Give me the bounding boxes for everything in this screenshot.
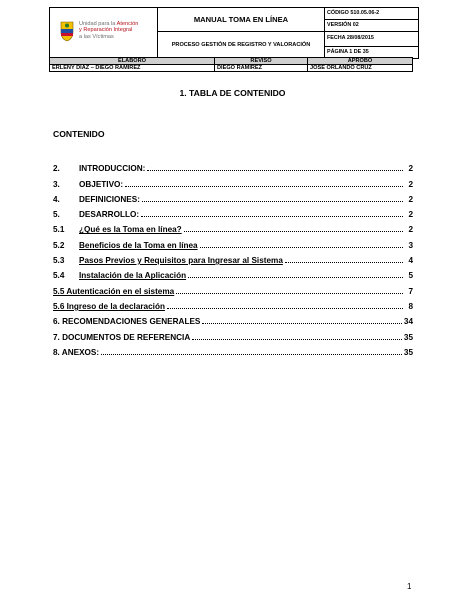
toc-text: OBJETIVO: <box>79 179 124 189</box>
toc-entry-5-6[interactable] <box>53 296 413 311</box>
toc-text: 8. ANEXOS: <box>53 347 100 357</box>
document-version: VERSIÓN 02 <box>325 20 419 32</box>
toc-number: 5.3 <box>53 256 65 266</box>
process-name: PROCESO GESTIÓN DE REGISTRO Y VALORACIÓN <box>158 32 325 59</box>
elaboro-names: ERLENY DIAZ – DIEGO RAMIREZ <box>50 65 215 72</box>
toc-entry-introduccion[interactable] <box>53 158 413 173</box>
toc-text: 6. RECOMENDACIONES GENERALES <box>53 317 201 327</box>
document-header <box>49 7 419 59</box>
toc-page: 8 <box>408 301 413 311</box>
toc-text: INTRODUCCION: <box>79 164 146 174</box>
toc-leader <box>101 354 402 355</box>
toc-text: 5.5 Autenticación en el sistema <box>53 286 175 296</box>
toc-number: 5.2 <box>53 240 65 250</box>
toc-leader <box>167 308 403 309</box>
toc-leader <box>285 262 403 263</box>
document-code: CÓDIGO 510.05.06-2 <box>325 8 419 20</box>
coat-of-arms-icon <box>58 20 76 42</box>
toc-page: 2 <box>408 225 413 235</box>
toc-leader <box>142 201 403 202</box>
toc-text: Pasos Previos y Requisitos para Ingresar al Sistema <box>79 256 283 266</box>
toc-leader <box>141 216 403 217</box>
signature-table <box>49 57 413 72</box>
toc-entry-5-2[interactable] <box>53 234 413 249</box>
toc-text: ¿Qué es la Toma en línea? <box>79 225 182 235</box>
toc-entry-documentos[interactable] <box>53 326 413 341</box>
toc-page: 35 <box>403 347 413 357</box>
toc-leader <box>176 293 403 294</box>
toc-entry-5-3[interactable] <box>53 250 413 265</box>
toc-leader <box>147 170 403 171</box>
toc-entry-definiciones[interactable] <box>53 189 413 204</box>
toc-page: 2 <box>408 164 413 174</box>
toc-page: 2 <box>408 179 413 189</box>
toc-text: DEFINICIONES: <box>79 194 140 204</box>
contenido-heading: CONTENIDO <box>53 129 105 139</box>
toc-text: 7. DOCUMENTOS DE REFERENCIA <box>53 332 191 342</box>
toc-leader <box>188 277 403 278</box>
toc-page: 7 <box>408 286 413 296</box>
toc-text: Instalación de la Aplicación <box>79 271 187 281</box>
toc-number: 5. <box>53 210 60 220</box>
logo-cell <box>50 8 158 59</box>
document-page-count: PÁGINA 1 DE 35 <box>325 47 419 59</box>
toc-text: DESARROLLO: <box>79 210 140 220</box>
toc-entry-5-1[interactable] <box>53 219 413 234</box>
toc-leader <box>125 186 403 187</box>
toc-entry-5-4[interactable] <box>53 265 413 280</box>
reviso-label: REVISÓ <box>215 58 308 65</box>
toc-page: 34 <box>403 317 413 327</box>
reviso-name: DIEGO RAMIREZ <box>215 65 308 72</box>
toc-number: 2. <box>53 164 60 174</box>
page-number: 1 <box>407 582 412 591</box>
toc-text: 5.6 Ingreso de la declaración <box>53 301 165 311</box>
document-date: FECHA 28/08/2015 <box>325 32 419 47</box>
aprobo-label: APROBÓ <box>308 58 413 65</box>
table-of-contents <box>53 158 413 357</box>
toc-page: 4 <box>408 256 413 266</box>
toc-number: 3. <box>53 179 60 189</box>
toc-entry-objetivo[interactable] <box>53 173 413 188</box>
toc-page: 5 <box>408 271 413 281</box>
toc-leader <box>184 231 403 232</box>
toc-page: 3 <box>408 240 413 250</box>
toc-entry-5-5[interactable] <box>53 280 413 295</box>
toc-leader <box>202 323 401 324</box>
toc-entry-desarrollo[interactable] <box>53 204 413 219</box>
section-title: 1. TABLA DE CONTENIDO <box>179 88 286 98</box>
logo-text: Unidad para la Atención y Reparación Integral a las Víctimas <box>79 21 139 40</box>
toc-page: 35 <box>403 332 413 342</box>
toc-entry-anexos[interactable] <box>53 342 413 357</box>
toc-leader <box>192 339 402 340</box>
toc-number: 5.1 <box>53 225 65 235</box>
toc-text: Beneficios de la Toma en línea <box>79 240 198 250</box>
toc-entry-recomendaciones[interactable] <box>53 311 413 326</box>
toc-number: 5.4 <box>53 271 65 281</box>
elaboro-label: ELABORÓ <box>50 58 215 65</box>
aprobo-name: JOSE ORLANDO CRUZ <box>308 65 413 72</box>
document-title: MANUAL TOMA EN LÍNEA <box>158 8 325 32</box>
toc-page: 2 <box>408 194 413 204</box>
toc-number: 4. <box>53 194 60 204</box>
toc-page: 2 <box>408 210 413 220</box>
toc-leader <box>200 247 403 248</box>
